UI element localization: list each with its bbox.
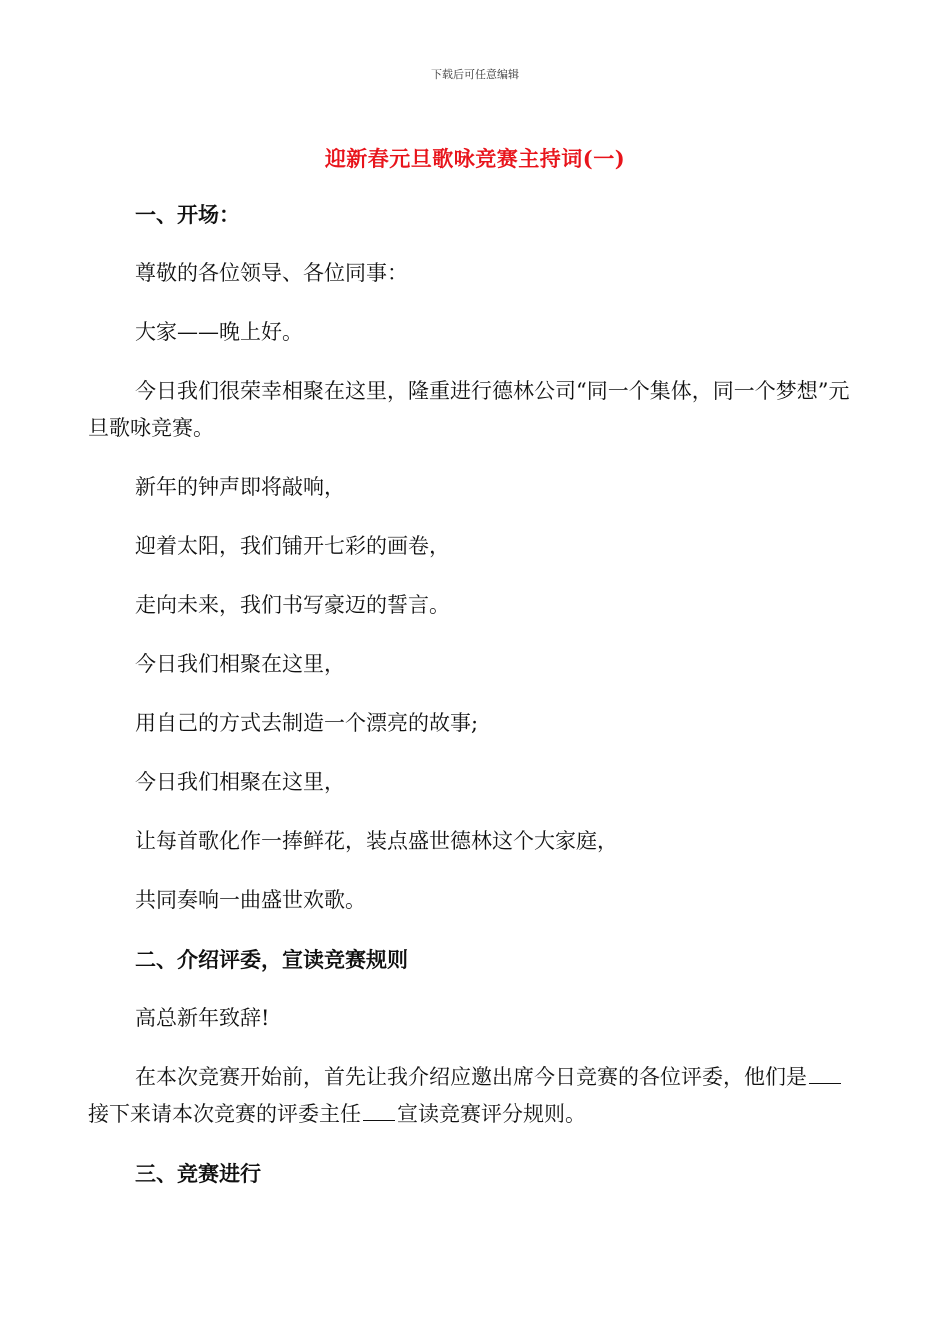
paragraph-new-year-speech: 高总新年致辞! xyxy=(135,1006,270,1030)
judges-text-part1: 在本次竞赛开始前，首先让我介绍应邀出席今日竞赛的各位评委，他们是 xyxy=(135,1065,807,1089)
paragraph-greeting: 尊敬的各位领导、各位同事： xyxy=(135,261,408,285)
paragraph-line: 共同奏响一曲盛世欢歌。 xyxy=(135,888,366,912)
section-heading-competition: 三、竞赛进行 xyxy=(135,1161,261,1186)
paragraph-line: 新年的钟声即将敲响， xyxy=(135,475,345,499)
blank-judges-names xyxy=(809,1061,841,1084)
paragraph-evening: 大家——晚上好。 xyxy=(135,320,303,344)
paragraph-line: 迎着太阳，我们铺开七彩的画卷， xyxy=(135,534,450,558)
document-body xyxy=(88,196,852,1214)
blank-judge-director xyxy=(363,1098,395,1121)
header-note: 下载后可任意编辑 xyxy=(431,68,519,81)
section-heading-judges: 二、介绍评委，宣读竞赛规则 xyxy=(135,947,408,972)
paragraph-line: 走向未来，我们书写豪迈的誓言。 xyxy=(135,593,450,617)
section-heading-opening: 一、开场： xyxy=(135,202,240,227)
paragraph-line: 让每首歌化作一捧鲜花，装点盛世德林这个大家庭， xyxy=(135,829,618,853)
paragraph-intro: 今日我们很荣幸相聚在这里，隆重进行德林公司“同一个集体，同一个梦想”元旦歌咏竞赛。 xyxy=(88,379,850,440)
paragraph-line: 今日我们相聚在这里， xyxy=(135,652,345,676)
judges-text-part3: 宣读竞赛评分规则。 xyxy=(397,1102,586,1126)
paragraph-line: 用自己的方式去制造一个漂亮的故事; xyxy=(135,711,479,735)
judges-text-part2: 接下来请本次竞赛的评委主任 xyxy=(88,1102,361,1126)
paragraph-judges-intro xyxy=(88,1059,852,1133)
document-title: 迎新春元旦歌咏竞赛主持词(一) xyxy=(324,146,626,171)
paragraph-line: 今日我们相聚在这里， xyxy=(135,770,345,794)
